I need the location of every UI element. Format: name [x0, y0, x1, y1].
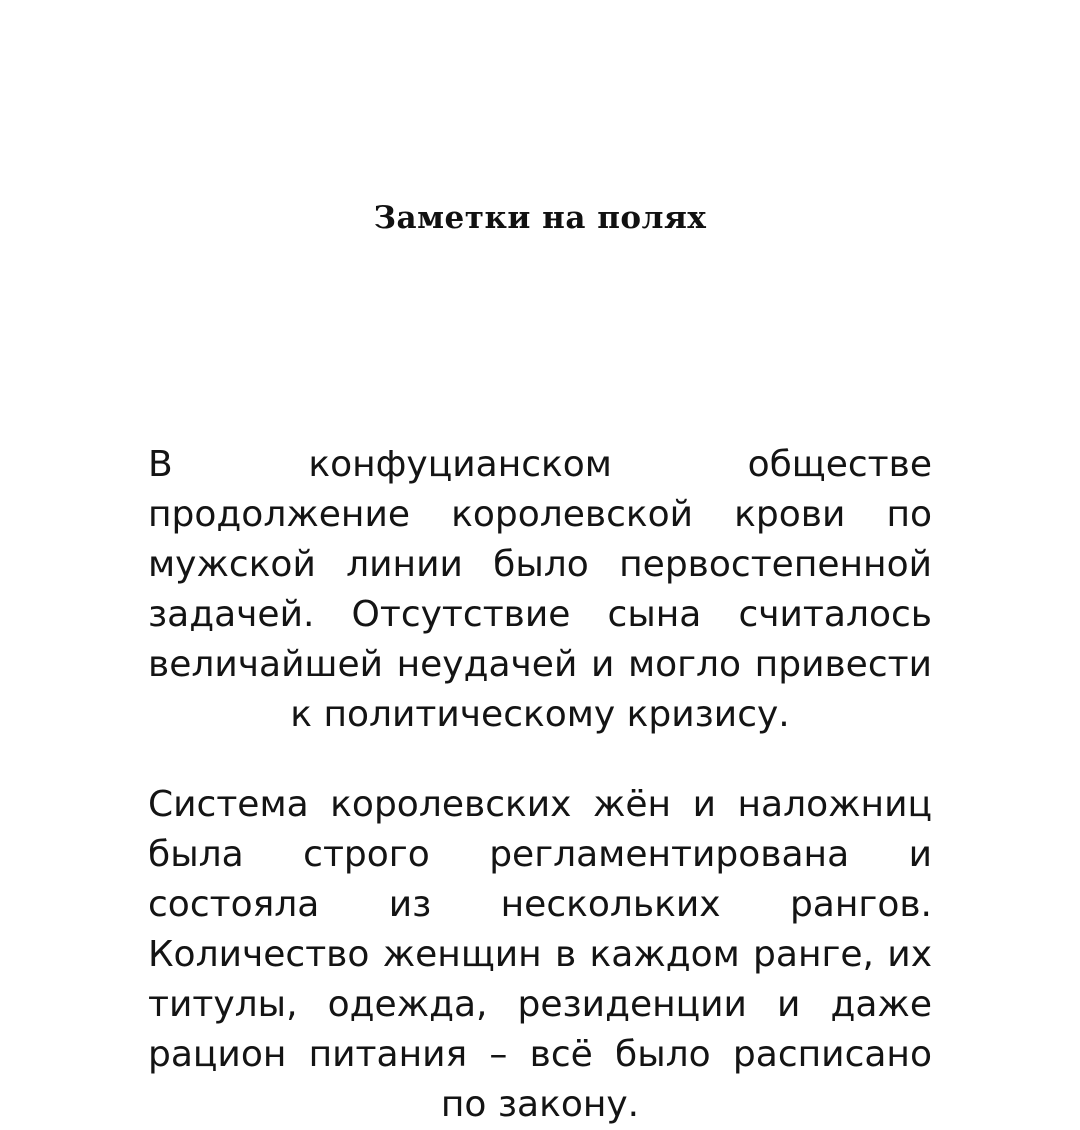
paragraph: Система королевских жён и наложниц была строго регламентирована и состояла из нескольких рангов. Количество женщин в каждом ранге, их титулы, одежда, резиденции и даже рацион питания – всё было расписано по закону.: [148, 784, 932, 1125]
paragraph: В конфуцианском обществе продолжение королевской крови по мужской линии было первостепенной задачей. Отсутствие сына считалось величайшей неудачей и могло привести к политическому кризису.: [148, 444, 932, 735]
page-title: Заметки на полях: [373, 200, 707, 236]
document-body: [148, 440, 932, 1130]
